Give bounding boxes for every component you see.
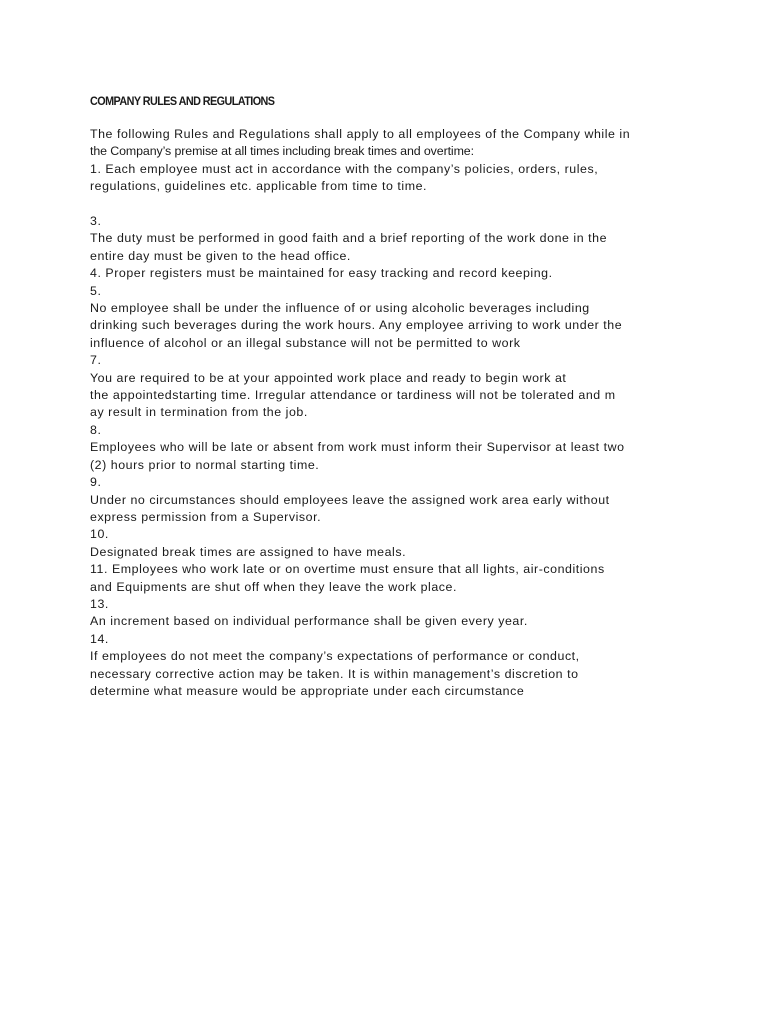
text-line: 4. Proper registers must be maintained for easy tracking and record keeping. <box>90 266 553 281</box>
text-line: The following Rules and Regulations shall apply to all employees of the Company while in <box>90 127 631 141</box>
text-line: No employee shall be under the influence of or using alcoholic beverages including <box>90 301 590 316</box>
text-line: regulations, guidelines etc. applicable from time to time. <box>90 179 428 194</box>
text-line: 13. <box>90 596 109 611</box>
text-line: You are required to be at your appointed work place and ready to begin work at <box>90 370 567 385</box>
text-line: influence of alcohol or an illegal substance will not be permitted to work <box>90 335 521 350</box>
text-line: 5. <box>90 283 102 298</box>
text-line: entire day must be given to the head office. <box>90 248 351 263</box>
text-line: 11. Employees who work late or on overtime must ensure that all lights, air-conditions <box>90 562 605 577</box>
text-line: 9. <box>90 475 102 490</box>
blank-line <box>90 196 690 213</box>
text-line: Designated break times are assigned to have meals. <box>90 544 407 559</box>
text-line: (2) hours prior to normal starting time. <box>90 457 320 472</box>
text-line: determine what measure would be appropriate under each circumstance <box>90 683 525 698</box>
text-line: If employees do not meet the company’s expectations of performance or conduct, <box>90 649 580 664</box>
text-line: 14. <box>90 631 109 646</box>
text-line: The duty must be performed in good faith and a brief reporting of the work done in the <box>90 231 608 246</box>
text-line: the appointedstarting time. Irregular attendance or tardiness will not be tolerated and m <box>90 388 616 403</box>
text-line: necessary corrective action may be taken. It is within management’s discretion to <box>90 666 579 681</box>
document-body <box>90 126 690 700</box>
text-line: Under no circumstances should employees leave the assigned work area early without <box>90 492 610 507</box>
text-line: express permission from a Supervisor. <box>90 509 322 524</box>
text-line: 7. <box>90 353 102 368</box>
text-line: An increment based on individual performance shall be given every year. <box>90 614 528 629</box>
document-title: COMPANY RULES AND REGULATIONS <box>90 96 275 108</box>
text-line: 8. <box>90 422 102 437</box>
text-line: 10. <box>90 527 109 542</box>
text-line: ay result in termination from the job. <box>90 405 308 420</box>
text-line: 3. <box>90 214 102 229</box>
text-line: and Equipments are shut off when they leave the work place. <box>90 579 457 594</box>
text-line: 1. Each employee must act in accordance with the company’s policies, orders, rules, <box>90 161 599 176</box>
document-page <box>90 94 690 700</box>
text-line: Employees who will be late or absent from work must inform their Supervisor at least two <box>90 440 625 455</box>
text-line: the Company’s premise at all times including break times and overtime: <box>90 144 474 159</box>
text-line: drinking such beverages during the work hours. Any employee arriving to work under the <box>90 318 623 333</box>
